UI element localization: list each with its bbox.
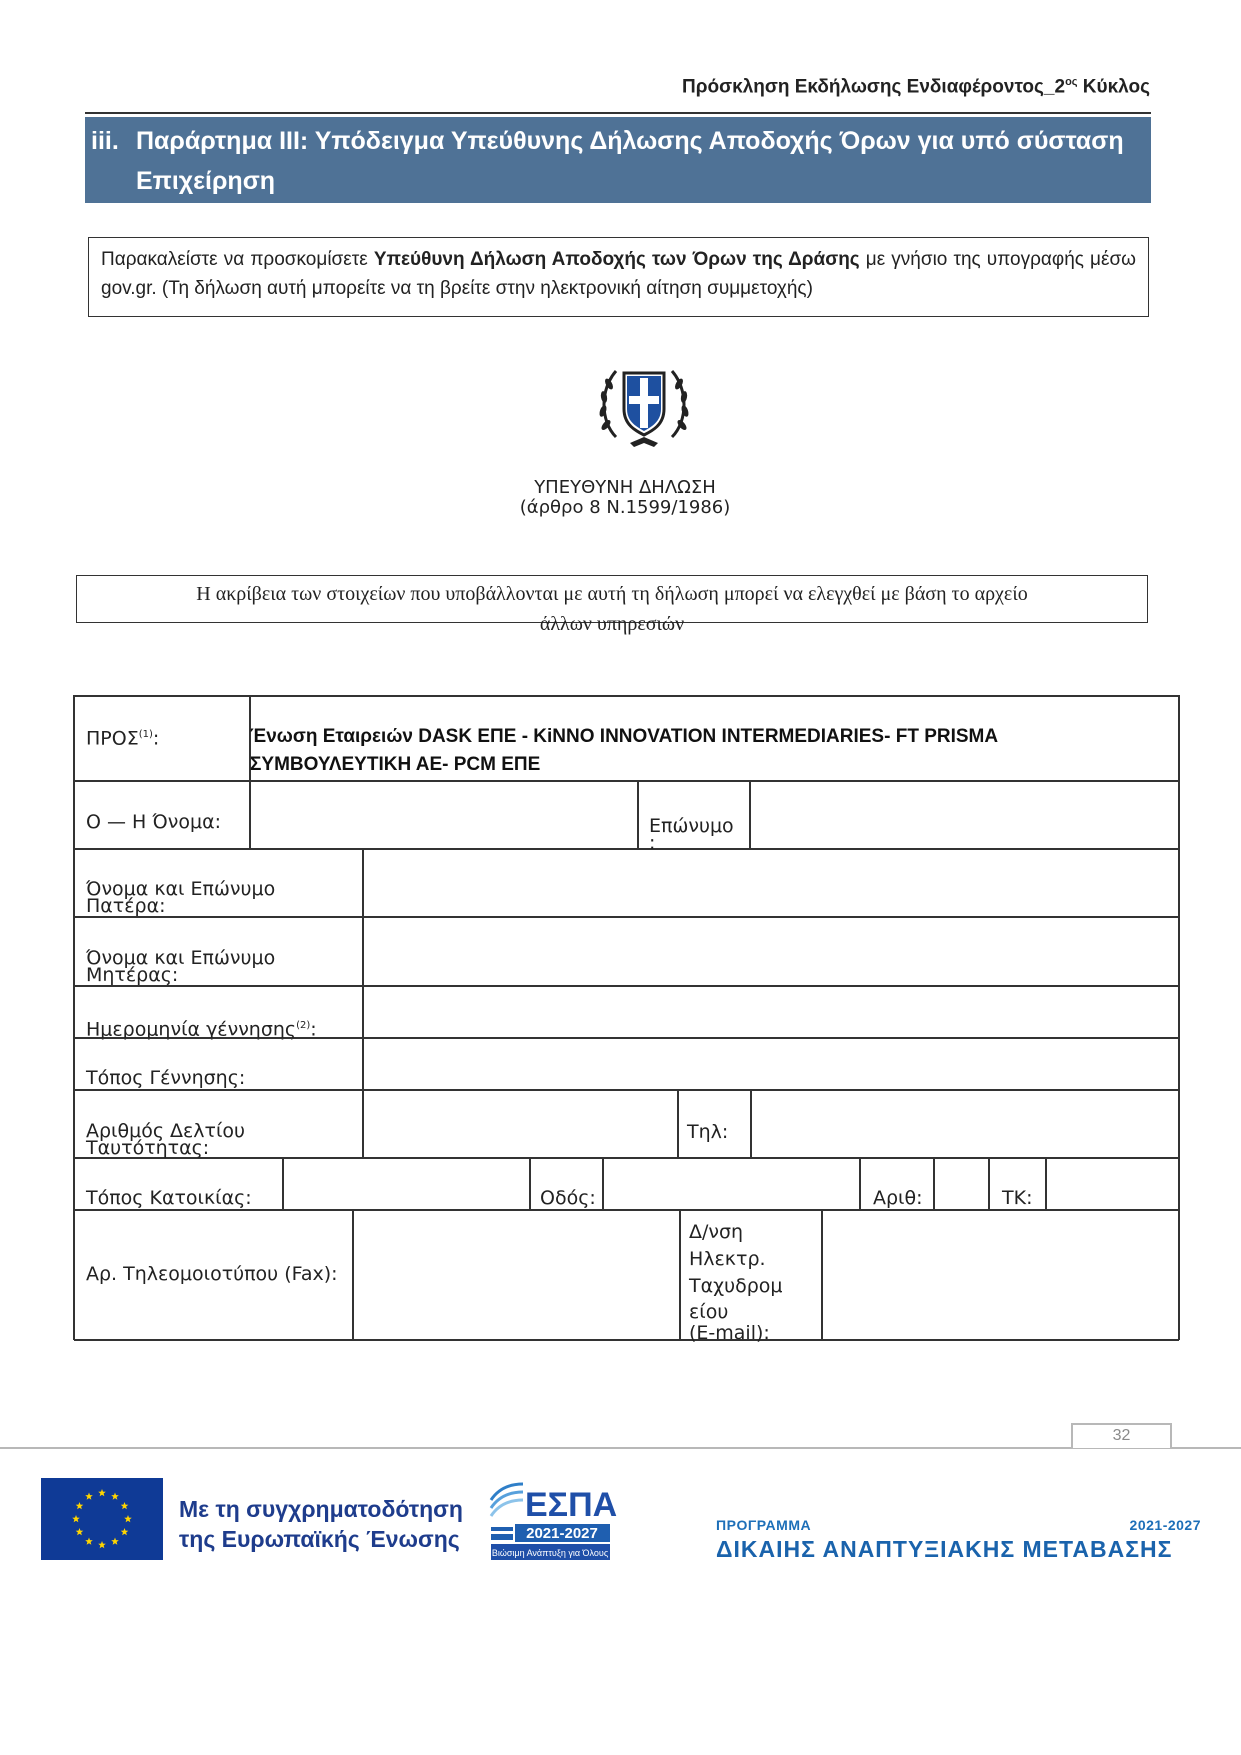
- running-header: [88, 76, 1150, 98]
- declaration-heading: ΥΠΕΥΘΥΝΗ ΔΗΛΩΣΗ: [534, 477, 716, 498]
- mother-name-field[interactable]: [363, 917, 1179, 986]
- email-label: Δ/νση Ηλεκτρ. Ταχυδρομ είου (E-mail):: [689, 1221, 783, 1344]
- street-field[interactable]: [603, 1158, 860, 1210]
- declaration-subtitle: (άρθρο 8 Ν.1599/1986): [519, 497, 731, 518]
- fax-field[interactable]: [353, 1210, 680, 1341]
- note-text-before: Παρακαλείστε να προσκομίσετε: [101, 249, 374, 270]
- greek-coat-of-arms-icon: [596, 359, 692, 451]
- note-text-after: με γνήσιο της υπογραφής μέσω gov.gr. (Τη δήλωση αυτή μπορείτε να τη βρείτε στην ηλεκτρονική αίτηση συμμετοχής): [101, 249, 1137, 299]
- residence-label: Τόπος Κατοικίας:: [86, 1187, 252, 1209]
- postcode-field[interactable]: [1046, 1158, 1179, 1210]
- email-field[interactable]: [822, 1210, 1179, 1341]
- espa-logo-icon: [489, 1480, 618, 1562]
- mother-label: Όνομα και Επώνυμο Μητέρας:: [86, 947, 276, 986]
- number-label: Αριθ:: [873, 1187, 923, 1209]
- header-title: Πρόσκληση Εκδήλωσης Ενδιαφέροντος_2: [682, 76, 1066, 98]
- eu-cofunding-text: [179, 1494, 463, 1554]
- number-field[interactable]: [934, 1158, 989, 1210]
- birthplace-field[interactable]: [363, 1038, 1179, 1090]
- fax-label: Αρ. Τηλεομοιοτύπου (Fax):: [86, 1263, 338, 1285]
- header-title-suffix: Κύκλος: [1077, 76, 1150, 98]
- surname-label: Επώνυμο :: [649, 815, 734, 854]
- to-value: Ένωση Εταιρειών DASK ΕΠΕ - KiNNO INNOVATION INTERMEDIARIES- FT PRISMA ΣΥΜΒΟΥΛΕΥΤΙΚΗ ΑΕ- PCM ΕΠΕ: [250, 726, 998, 775]
- to-label: ΠΡΟΣ$^{(1)}$:: [86, 727, 160, 750]
- eu-flag-icon: [41, 1478, 163, 1560]
- accuracy-notice: [76, 575, 1148, 635]
- espa-tagline: Βιώσιμη Ανάπτυξη για Όλους: [491, 1548, 609, 1558]
- birthdate-field[interactable]: [363, 986, 1179, 1038]
- residence-field[interactable]: [283, 1158, 530, 1210]
- name-field[interactable]: [250, 781, 638, 849]
- eu-text-line2: της Ευρωπαϊκής Ένωσης: [179, 1526, 460, 1552]
- program-label: ΠΡΟΓΡΑΜΜΑ: [716, 1517, 812, 1533]
- section-title-line1: Παράρτημα ΙΙΙ: Υπόδειγμα Υπεύθυνης Δήλωσης Αποδοχής Όρων για υπό σύσταση: [136, 127, 1124, 155]
- postcode-label: ΤΚ:: [1002, 1187, 1033, 1209]
- birthdate-label: Ημερομηνία γέννησης$^{(2)}$:: [86, 1018, 317, 1041]
- program-logo: [716, 1517, 1201, 1563]
- id-label: Αριθμός Δελτίου Ταυτότητας:: [86, 1120, 246, 1159]
- espa-name: ΕΣΠΑ: [525, 1486, 618, 1524]
- section-number: iii.: [91, 127, 119, 155]
- program-period: 2021-2027: [1129, 1517, 1201, 1533]
- note-text-bold: Υπεύθυνη Δήλωση Αποδοχής των Όρων της Δράσης: [373, 249, 860, 270]
- footer-rule: [0, 1447, 1241, 1449]
- accuracy-notice-line2: άλλων υπηρεσιών: [539, 613, 685, 635]
- phone-label: Τηλ:: [687, 1121, 729, 1143]
- id-number-field[interactable]: [363, 1090, 678, 1158]
- eu-text-line1: Με τη συγχρηματοδότηση: [179, 1496, 463, 1522]
- street-label: Οδός:: [540, 1187, 596, 1209]
- section-banner: [85, 117, 1151, 203]
- phone-field[interactable]: [751, 1090, 1179, 1158]
- page-number: 32: [1112, 1427, 1131, 1444]
- section-title-line2: Επιχείρηση: [136, 167, 276, 195]
- header-rule: [85, 112, 1151, 114]
- father-label: Όνομα και Επώνυμο Πατέρα:: [86, 878, 276, 917]
- name-label: Ο — Η Όνομα:: [86, 811, 222, 833]
- espa-period: 2021-2027: [526, 1525, 598, 1542]
- instruction-note: [88, 237, 1149, 317]
- accuracy-notice-line1: Η ακρίβεια των στοιχείων που υποβάλλονται με αυτή τη δήλωση μπορεί να ελεγχθεί με βάση το αρχείο: [196, 583, 1028, 605]
- declaration-title: [420, 478, 830, 518]
- father-name-field[interactable]: [363, 849, 1179, 917]
- birthplace-label: Τόπος Γέννησης:: [86, 1067, 246, 1089]
- declaration-form-table: [73, 695, 1180, 1344]
- header-title-sup: ος: [1065, 76, 1078, 88]
- surname-field[interactable]: [750, 781, 1179, 849]
- program-name: ΔΙΚΑΙΗΣ ΑΝΑΠΤΥΞΙΑΚΗΣ ΜΕΤΑΒΑΣΗΣ: [716, 1536, 1173, 1562]
